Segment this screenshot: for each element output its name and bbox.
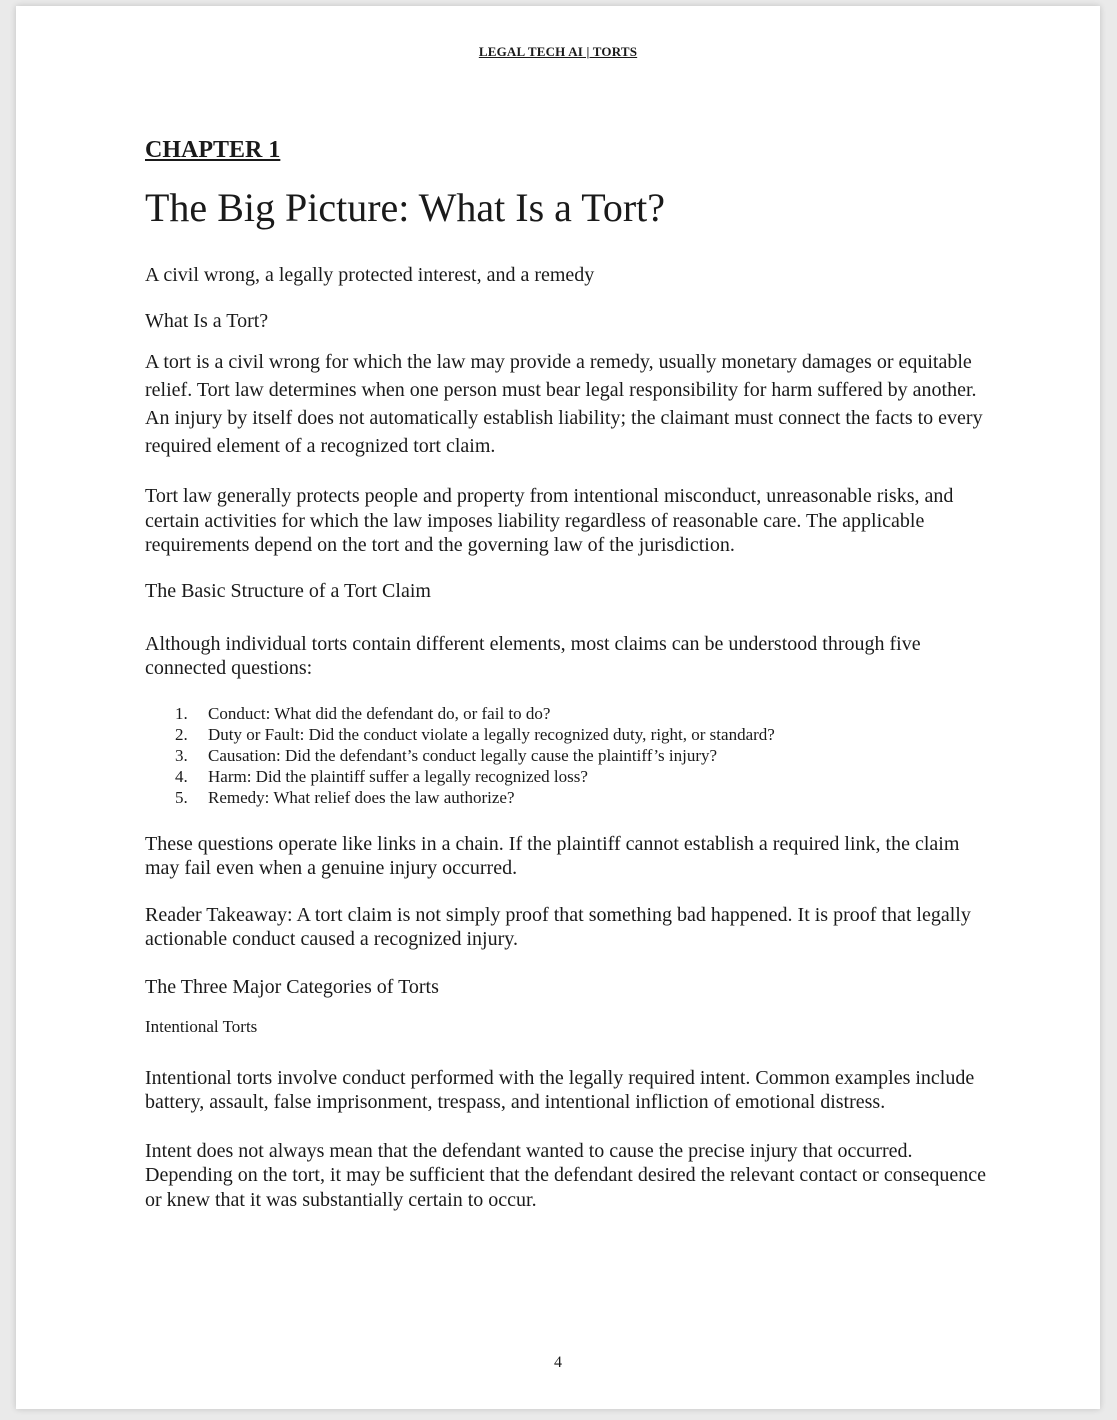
list-number: 5. (175, 787, 188, 807)
running-header: LEGAL TECH AI | TORTS (478, 44, 638, 59)
list-item (145, 703, 990, 724)
list-number: 2. (175, 724, 188, 744)
page-number: 4 (554, 1354, 562, 1371)
paragraph: Although individual torts contain different elements, most claims can be understood through five connected questions: (145, 632, 921, 679)
list-item (145, 787, 990, 808)
list-item-text: Harm: Did the plaintiff suffer a legally recognized loss? (208, 766, 588, 786)
section-heading-what-is-a-tort: What Is a Tort? (145, 310, 269, 332)
list-item (145, 745, 990, 766)
list-number: 3. (175, 745, 188, 765)
paragraph: Tort law generally protects people and property from intentional misconduct, unreasonable risks, and certain activities for which the law imposes liability regardless of reasonable care. The applicable requirements depend on the tort and the governing law of the jurisdiction. (145, 485, 954, 556)
section-heading-three-categories: The Three Major Categories of Torts (145, 975, 439, 998)
five-questions-list (145, 703, 990, 808)
paragraph: Intentional torts involve conduct performed with the legally required intent. Common examples include battery, assault, false imprisonment, trespass, and intentional infliction of emotional distress. (145, 1066, 975, 1113)
document-page (16, 6, 1100, 1409)
chapter-title: The Big Picture: What Is a Tort? (145, 185, 666, 230)
list-number: 4. (175, 766, 188, 786)
list-item-text: Conduct: What did the defendant do, or fail to do? (208, 703, 551, 723)
paragraph: Intent does not always mean that the defendant wanted to cause the precise injury that occurred. Depending on the tort, it may be sufficient that the defendant desired the relevant contact or consequence or knew that it was substantially certain to occur. (145, 1139, 986, 1211)
paragraph: A tort is a civil wrong for which the law may provide a remedy, usually monetary damages or equitable relief. Tort law determines when one person must bear legal responsibility for harm suffered by another. An injury by itself does not automatically establish liability; the claimant must connect the facts to every required element of a recognized tort claim. (145, 351, 983, 457)
list-item (145, 724, 990, 745)
list-number: 1. (175, 703, 188, 723)
subsection-heading-intentional-torts: Intentional Torts (145, 1016, 258, 1036)
list-item-text: Duty or Fault: Did the conduct violate a legally recognized duty, right, or standard? (208, 724, 775, 744)
list-item-text: Remedy: What relief does the law authorize? (208, 787, 515, 807)
list-item-text: Causation: Did the defendant’s conduct legally cause the plaintiff’s injury? (208, 745, 718, 765)
chapter-subtitle: A civil wrong, a legally protected interest, and a remedy (145, 264, 595, 286)
page-content (145, 136, 990, 1234)
reader-takeaway: Reader Takeaway: A tort claim is not simply proof that something bad happened. It is proof that legally actionable conduct caused a recognized injury. (145, 903, 971, 950)
paragraph: These questions operate like links in a chain. If the plaintiff cannot establish a required link, the claim may fail even when a genuine injury occurred. (145, 832, 960, 879)
section-heading-basic-structure: The Basic Structure of a Tort Claim (145, 579, 431, 602)
list-item (145, 766, 990, 787)
chapter-label: CHAPTER 1 (145, 137, 281, 163)
